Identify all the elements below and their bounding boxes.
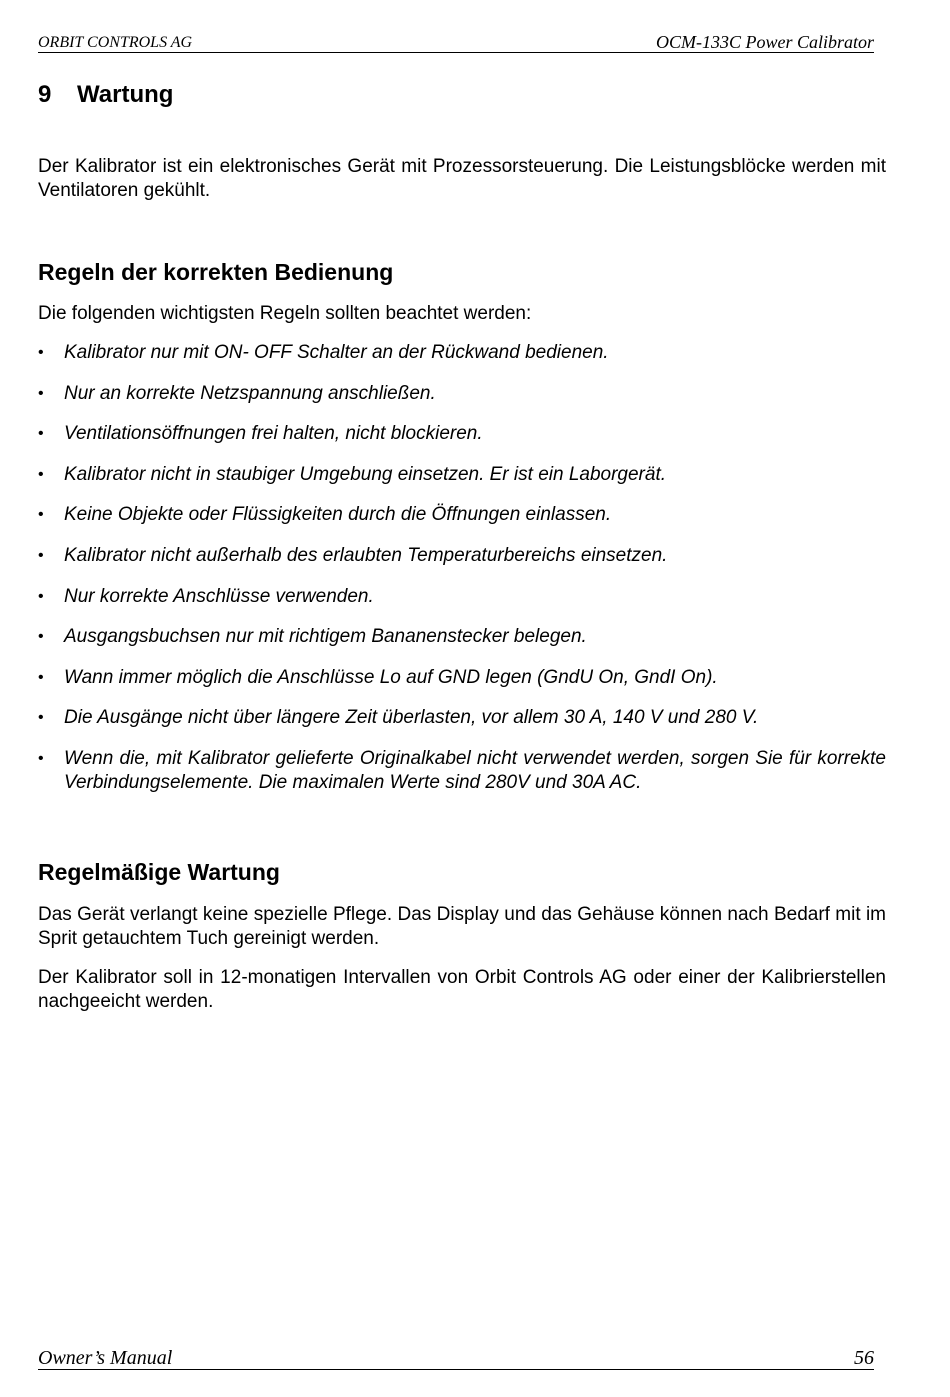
bullet-icon: • [38, 668, 44, 686]
rule-text: Ausgangsbuchsen nur mit richtigem Bananenstecker belegen. [64, 626, 587, 648]
page-number: 56 [854, 1347, 874, 1369]
header-company: ORBIT CONTROLS AG [38, 34, 193, 51]
rules-list [38, 341, 886, 812]
rule-text: Nur korrekte Anschlüsse verwenden. [64, 585, 374, 607]
rule-item [38, 544, 886, 568]
rule-item [38, 585, 886, 609]
rule-text: Kalibrator nur mit ON- OFF Schalter an der Rückwand bedienen. [64, 342, 609, 363]
rule-item [38, 706, 886, 730]
rules-heading: Regeln der korrekten Bedienung [38, 259, 394, 285]
rule-item [38, 463, 886, 487]
footer-title: Owner’s Manual [38, 1347, 173, 1369]
header-product: OCM-133C Power Calibrator [655, 32, 874, 52]
maintenance-paragraph-2: Der Kalibrator soll in 12-monatigen Intervallen von Orbit Controls AG oder einer der Kalibrierstellen nachgeeicht werden. [38, 967, 886, 1012]
running-footer [38, 1347, 874, 1370]
rule-item [38, 422, 886, 446]
intro-paragraph: Der Kalibrator ist ein elektronisches Gerät mit Prozessorsteuerung. Die Leistungsblöcke werden mit Ventilatoren gekühlt. [38, 156, 886, 201]
section-title: Wartung [77, 81, 174, 108]
rule-text: Wann immer möglich die Anschlüsse Lo auf GND legen (GndU On, GndI On). [64, 666, 718, 688]
bullet-icon: • [38, 546, 44, 564]
rules-lead: Die folgenden wichtigsten Regeln sollten beachtet werden: [38, 303, 532, 324]
rule-text: Wenn die, mit Kalibrator gelieferte Originalkabel nicht verwendet werden, sorgen Sie für korrekte Verbindungselemente. Die maximalen Werte sind 280V und 30A AC. [64, 747, 886, 793]
bullet-icon: • [38, 384, 44, 402]
bullet-icon: • [38, 749, 44, 767]
section-number: 9 [38, 81, 52, 108]
bullet-icon: • [38, 628, 44, 646]
bullet-icon: • [38, 465, 44, 483]
maintenance-paragraph-1: Das Gerät verlangt keine spezielle Pflege. Das Display und das Gehäuse können nach Bedarf mit im Sprit getauchtem Tuch gereinigt werden. [38, 904, 886, 949]
rule-item [38, 503, 886, 527]
rule-text: Nur an korrekte Netzspannung anschließen. [64, 382, 436, 404]
bullet-icon: • [38, 587, 44, 605]
rule-text: Die Ausgänge nicht über längere Zeit überlasten, vor allem 30 A, 140 V und 280 V. [64, 707, 759, 729]
bullet-icon: • [38, 344, 44, 361]
rule-item [38, 666, 886, 690]
bullet-icon: • [38, 709, 44, 727]
rule-text: Kalibrator nicht in staubiger Umgebung einsetzen. Er ist ein Laborgerät. [64, 463, 667, 485]
rule-text: Keine Objekte oder Flüssigkeiten durch die Öffnungen einlassen. [64, 504, 612, 526]
rule-item [38, 341, 886, 365]
rule-text: Ventilationsöffnungen frei halten, nicht blockieren. [64, 423, 483, 445]
section-heading [38, 80, 173, 110]
rule-text: Kalibrator nicht außerhalb des erlaubten Temperaturbereichs einsetzen. [64, 544, 668, 566]
bullet-icon: • [38, 506, 44, 524]
rule-item [38, 747, 886, 795]
rule-item [38, 382, 886, 406]
rule-item [38, 625, 886, 649]
maintenance-heading: Regelmäßige Wartung [38, 859, 280, 885]
running-header [38, 32, 874, 53]
bullet-icon: • [38, 425, 44, 443]
